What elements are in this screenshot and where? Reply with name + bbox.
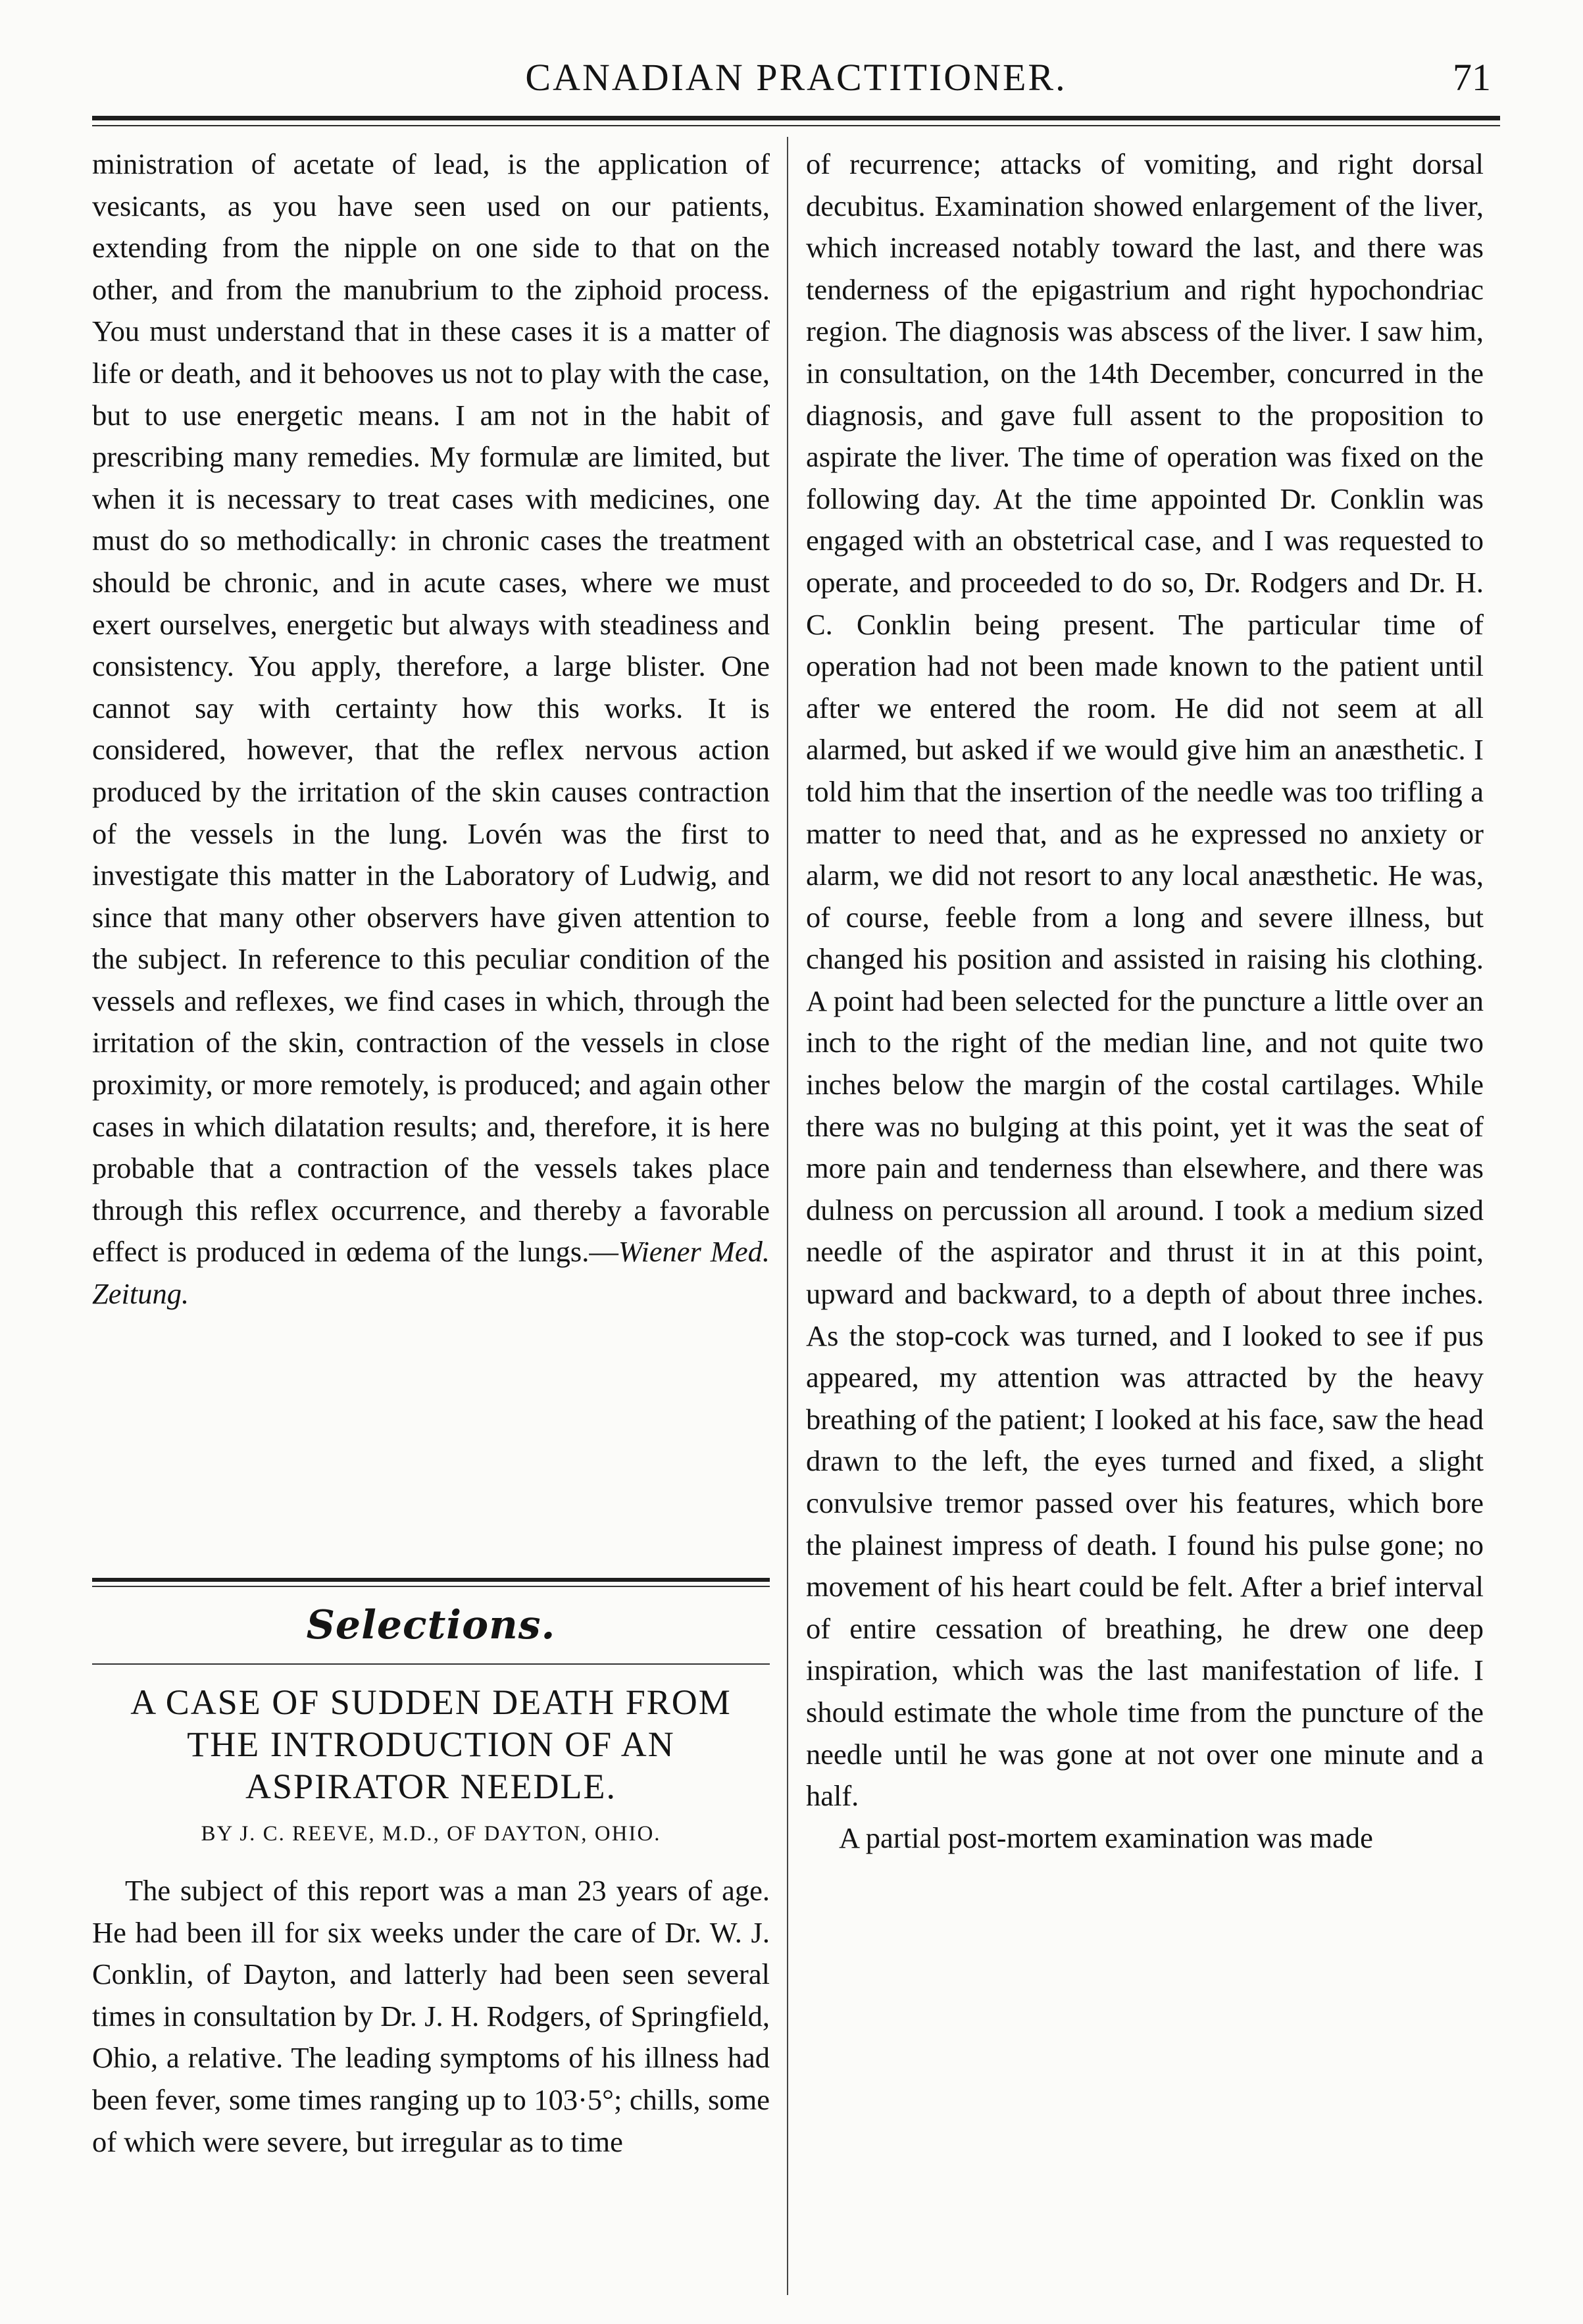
left-column (92, 143, 770, 1650)
journal-title: CANADIAN PRACTITIONER. (525, 56, 1067, 99)
article-byline: BY J. C. REEVE, M.D., OF DAYTON, OHIO. (201, 1822, 661, 1846)
header-rule-thin (92, 125, 1500, 126)
section-rule-thin (92, 1586, 770, 1587)
source-citation: Wiener Med. Zeitung. (92, 1235, 770, 1311)
right-column (806, 143, 1484, 1859)
section-rule-thick (92, 1578, 770, 1582)
right-paragraph: of recurrence; attacks of vomiting, and right dorsal decubitus. Examination showed enlargement of the liver, which increased notably toward the last, and there was tenderness of the epigastrium and right hypochondriac region. The diagnosis was abscess of the liver. I saw him, in consultation, on the 14th December, concurred in the diagnosis, and gave full assent to the proposition to aspirate the liver. The time of operation was fixed on the following day. At the time appointed Dr. Conklin was engaged with an obstetrical case, and I was requested to operate, and proceeded to do so, Dr. Rodgers and Dr. H. C. Conklin being present. The particular time of operation had not been made known to the patient until after we entered the room. He did not seem at all alarmed, but asked if we would give him an anæsthetic. I told him that the insertion of the needle was too trifling a matter to need that, and as he expressed no anxiety or alarm, we did not resort to any local anæsthetic. He was, of course, feeble from a long and severe illness, but changed his position and assisted in raising his clothing. A point had been selected for the puncture a little over an inch to the right of the median line, and not quite two inches below the margin of the costal cartilages. While there was no bulging at this point, yet it was the seat of more pain and tenderness than elsewhere, and there was dulness on percussion all around. I took a medium sized needle of the aspirator and thrust it in at this point, upward and backward, to a depth of about three inches. As the stop-cock was turned, and I looked to see if pus appeared, my attention was attracted by the heavy breathing of the patient; I looked at his face, saw the head drawn to the left, the eyes turned and fixed, a slight convulsive tremor passed over his features, which bore the plainest impress of death. I found his pulse gone; no movement of his heart could be felt. After a brief interval of entire cessation of breathing, he drew one deep inspiration, which was the last manifestation of life. I should estimate the whole time from the puncture of the needle until he was gone at not over one minute and a half. (806, 147, 1484, 1813)
article-body-left (92, 1870, 770, 2163)
column-divider (787, 137, 788, 2295)
page-number: 71 (1453, 56, 1491, 99)
article-paragraph: The subject of this report was a man 23 years of age. He had been ill for six weeks under the care of Dr. W. J. Conklin, of Dayton, and latterly had been seen several times in consultation by Dr. J. H. Rodgers, of Springfield, Ohio, a relative. The leading symptoms of his illness had been fever, some times ranging up to 103·5°; chills, some of which were severe, but irregular as to time (92, 1874, 770, 2158)
right-paragraph-2: A partial post-mortem examination was made (839, 1821, 1373, 1854)
left-paragraph (92, 143, 770, 1315)
running-header (92, 51, 1500, 104)
article-title: A CASE OF SUDDEN DEATH FROM THE INTRODUCTION OF AN ASPIRATOR NEEDLE. (130, 1682, 732, 1806)
left-paragraph-text: ministration of acetate of lead, is the application of vesicants, as you have seen used on our patients, extending from the nipple on one side to that on the other, and from the manubrium to the ziphoid process. You must understand that in these cases it is a matter of life or death, and it behooves us not to play with the case, but to use energetic means. I am not in the habit of prescribing many remedies. My formulæ are limited, but when it is necessary to treat cases with medicines, one must do so methodically: in chronic cases the treatment should be chronic, and in acute cases, where we must exert ourselves, energetic but always with steadiness and consistency. You apply, therefore, a large blister. One cannot say with certainty how this works. It is considered, however, that the reflex nervous action produced by the irritation of the skin causes contraction of the vessels in the lung. Lovén was the first to investigate this matter in the Laboratory of Ludwig, and since that many other observers have given attention to the subject. In reference to this peculiar condition of the vessels and reflexes, we find cases in which, through the irritation of the skin, contraction of the vessels in close proximity, or more remotely, is produced; and again other cases in which dilatation results; and, therefore, it is here probable that a contraction of the vessels takes place through this reflex occurrence, and thereby a favorable effect is produced in œdema of the lungs.— (92, 147, 770, 1269)
section-heading: Selections. (306, 1602, 556, 1648)
section-rule-bottom (92, 1663, 770, 1665)
header-rule-thick (92, 116, 1500, 120)
